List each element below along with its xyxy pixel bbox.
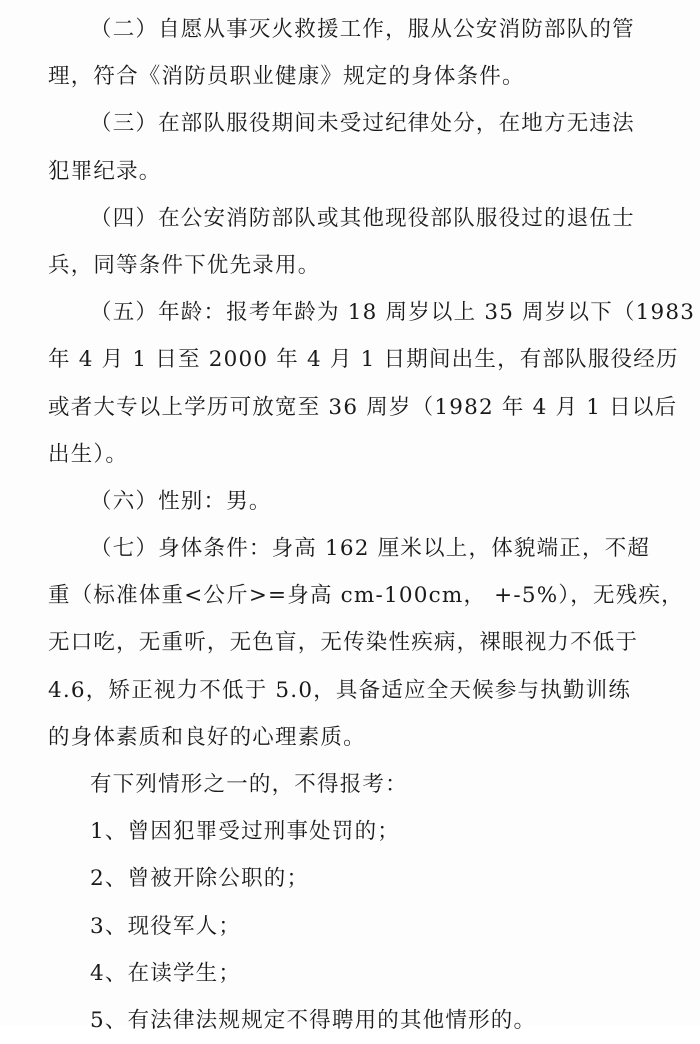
exclusion-item-1 [48, 808, 654, 855]
paragraph-item-3 [48, 100, 654, 194]
paragraph-line: 出生）。 [48, 441, 129, 467]
paragraph-line: （四）在公安消防部队或其他现役部队服役过的退伍士 [90, 205, 635, 231]
paragraph-line: （六）性别：男。 [90, 488, 272, 514]
paragraph-line: 或者大专以上学历可放宽至 36 周岁（1982 年 4 月 1 日以后 [48, 394, 678, 420]
paragraph-line: 无口吃，无重听，无色盲，无传染性疾病，裸眼视力不低于 [48, 630, 639, 656]
paragraph-line: 年 4 月 1 日至 2000 年 4 月 1 日期间出生，有部队服役经历 [48, 347, 679, 373]
paragraph-line: 4.6，矫正视力不低于 5.0，具备适应全天候参与执勤训练 [48, 677, 632, 703]
paragraph-line: 的身体素质和良好的心理素质。 [48, 724, 366, 750]
paragraph-item-4 [48, 195, 654, 289]
paragraph-line: 5、有法律法规规定不得聘用的其他情形的。 [90, 1007, 537, 1033]
paragraph-line: 3、现役军人； [90, 913, 242, 939]
paragraph-line: 犯罪纪录。 [48, 158, 162, 184]
paragraph-item-2 [48, 6, 654, 100]
paragraph-line: （七）身体条件：身高 162 厘米以上，体貌端正，不超 [90, 536, 651, 562]
exclusion-item-2 [48, 855, 654, 902]
paragraph-line: 2、曾被开除公职的； [90, 866, 310, 892]
exclusion-heading [48, 761, 654, 808]
paragraph-line: 4、在读学生； [90, 960, 242, 986]
paragraph-line: （二）自愿从事灭火救援工作，服从公安消防部队的管 [90, 17, 635, 42]
paragraph-item-7-physical [48, 525, 684, 761]
paragraph-item-6-gender [48, 478, 654, 525]
paragraph-line: 有下列情形之一的，不得报考： [90, 772, 408, 797]
document-body [48, 6, 696, 1044]
exclusion-item-3 [48, 903, 654, 950]
paragraph-line: 兵，同等条件下优先录用。 [48, 252, 321, 278]
exclusion-item-5 [48, 997, 654, 1044]
paragraph-line: （五）年龄：报考年龄为 18 周岁以上 35 周岁以下（1983 [90, 300, 696, 326]
paragraph-line: 1、曾因犯罪受过刑事处罚的； [90, 819, 400, 845]
exclusion-item-4 [48, 950, 654, 997]
paragraph-line: 重（标准体重<公斤>=身高 cm-100cm， +-5%），无残疾， [48, 583, 684, 609]
paragraph-item-5-age [48, 289, 696, 478]
paragraph-line: 理，符合《消防员职业健康》规定的身体条件。 [48, 64, 525, 90]
paragraph-line: （三）在部队服役期间未受过纪律处分，在地方无违法 [90, 111, 635, 137]
